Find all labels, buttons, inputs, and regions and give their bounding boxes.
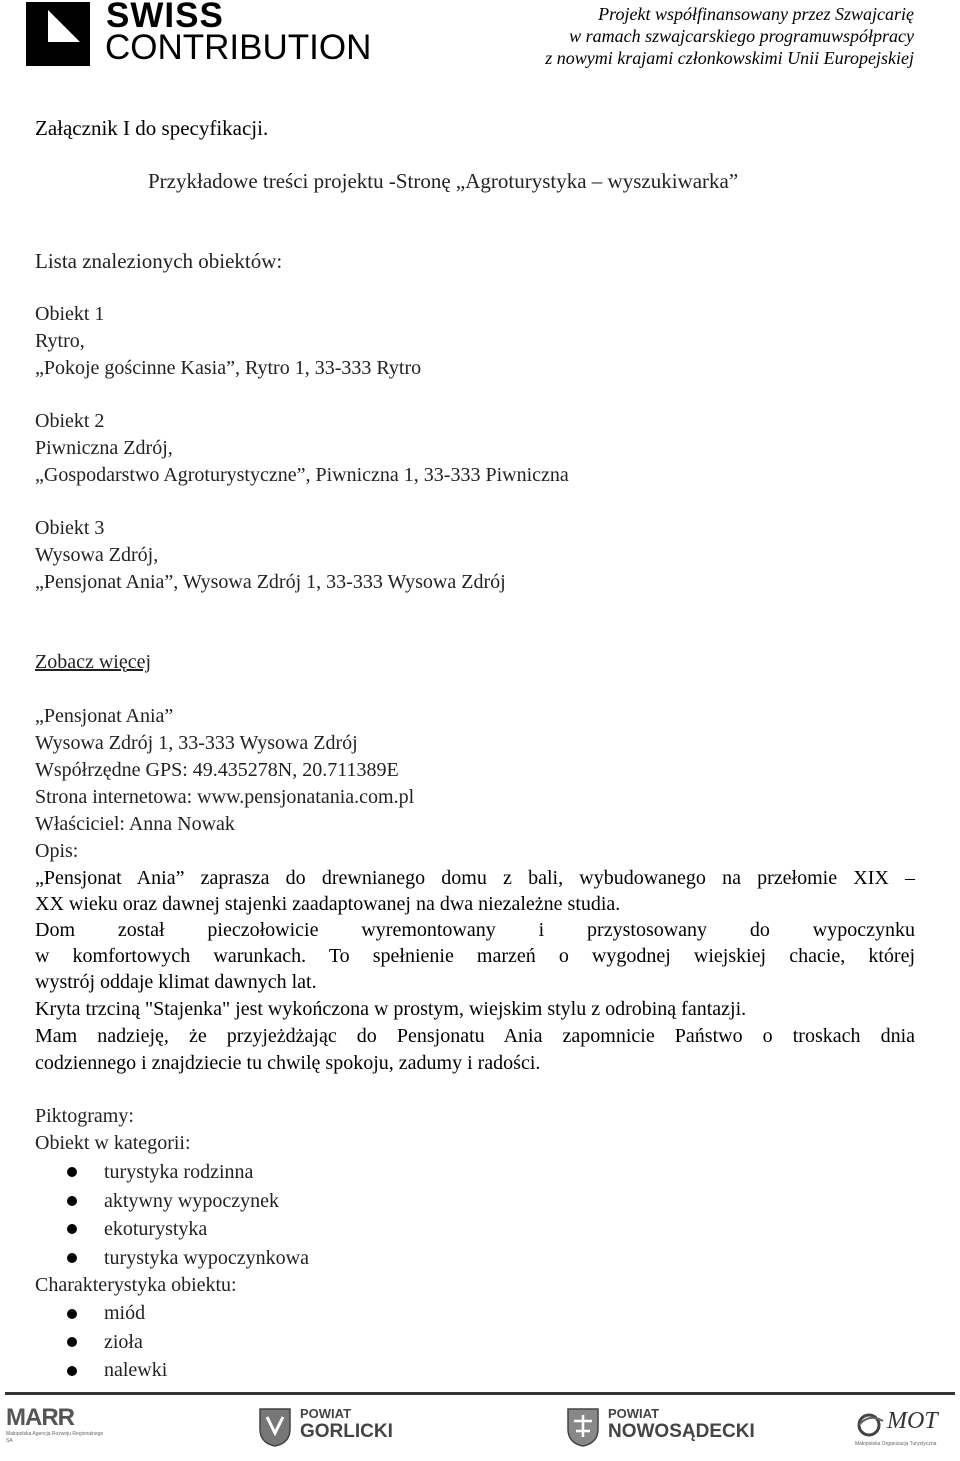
project-line-1: Projekt współfinansowany przez Szwajcarię — [598, 4, 914, 24]
desc-line-5: wystrój oddaje klimat dawnych lat. — [35, 971, 317, 993]
marr-logo-text: MARR — [6, 1404, 74, 1431]
desc-line-6: Kryta trzciną "Stajenka" jest wykończona w prostym, wiejskim stylu z odrobiną fantazji. — [35, 998, 747, 1020]
footer-divider — [5, 1392, 955, 1395]
gorlice-top-text: POWIAT — [300, 1406, 352, 1421]
object-3-place: Wysowa Zdrój, — [35, 544, 159, 566]
feature-item: zioła — [104, 1331, 143, 1353]
object-1-address: „Pokoje gościnne Kasia”, Rytro 1, 33-333 Rytro — [35, 357, 422, 379]
detail-desc-label: Opis: — [35, 840, 79, 862]
desc-block-3 — [35, 1023, 915, 1049]
object-3-address: „Pensjonat Ania”, Wysowa Zdrój 1, 33-333 Wysowa Zdrój — [35, 571, 506, 593]
object-2-place: Piwniczna Zdrój, — [35, 437, 173, 459]
nowosadecki-bottom-text: NOWOSĄDECKI — [608, 1421, 755, 1442]
category-label: Obiekt w kategorii: — [35, 1132, 191, 1154]
mot-logo — [855, 1405, 955, 1455]
detail-website[interactable]: Strona internetowa: www.pensjonatania.com.pl — [35, 786, 415, 808]
mot-mark-icon — [855, 1411, 887, 1437]
logo-word-swiss: SWISS — [106, 0, 224, 35]
logo-word-contribution: CONTRIBUTION — [105, 28, 372, 67]
feature-item: miód — [104, 1302, 146, 1324]
marr-logo — [6, 1405, 116, 1455]
nowosadecki-crest-icon — [566, 1407, 600, 1447]
detail-name: „Pensjonat Ania” — [35, 705, 174, 727]
annex-title: Załącznik I do specyfikacji. — [35, 116, 269, 140]
object-1-title[interactable]: Obiekt 1 — [35, 303, 105, 325]
desc-block-2 — [35, 917, 915, 969]
page-subtitle: Przykładowe treści projektu -Stronę „Agroturystyka – wyszukiwarka” — [148, 169, 739, 193]
powiat-gorlicki-logo — [258, 1405, 393, 1455]
desc-line-8: codziennego i znajdziecie tu chwilę spokoju, zadumy i radości. — [35, 1052, 541, 1074]
features-label: Charakterystyka obiektu: — [35, 1274, 237, 1296]
project-line-2: w ramach szwajcarskiego programuwspółpracy — [569, 26, 914, 46]
category-item: turystyka wypoczynkowa — [104, 1247, 309, 1269]
desc-line-1: „Pensjonat Ania” zaprasza do drewnianego domu z bali, wybudowanego na przełomie XIX – — [35, 867, 915, 889]
pictograms-label: Piktogramy: — [35, 1105, 134, 1127]
powiat-nowosadecki-logo — [566, 1405, 755, 1455]
category-item: turystyka rodzinna — [104, 1161, 254, 1183]
swiss-logo-mark-icon — [26, 2, 90, 66]
category-item: aktywny wypoczynek — [104, 1190, 279, 1212]
desc-line-4: w komfortowych warunkach. To spełnienie marzeń o wygodnej wiejskiej chacie, której — [35, 945, 915, 967]
object-3-title[interactable]: Obiekt 3 — [35, 517, 105, 539]
object-1-place: Rytro, — [35, 330, 85, 352]
object-2-title[interactable]: Obiekt 2 — [35, 410, 105, 432]
bullet-icon — [67, 1253, 77, 1263]
detail-description — [35, 865, 915, 891]
detail-owner: Właściciel: Anna Nowak — [35, 813, 235, 835]
detail-gps: Współrzędne GPS: 49.435278N, 20.711389E — [35, 759, 399, 781]
swiss-contribution-logo — [26, 0, 372, 68]
project-info — [545, 3, 914, 69]
feature-item: nalewki — [104, 1359, 168, 1381]
object-2-address: „Gospodarstwo Agroturystyczne”, Piwniczna 1, 33-333 Piwniczna — [35, 464, 569, 486]
list-heading: Lista znalezionych obiektów: — [35, 249, 283, 273]
bullet-icon — [67, 1337, 77, 1347]
mot-logo-text: MOT — [887, 1408, 938, 1434]
project-line-3: z nowymi krajami członkowskimi Unii Europejskiej — [545, 48, 914, 68]
bullet-icon — [67, 1224, 77, 1234]
bullet-icon — [67, 1167, 77, 1177]
desc-line-3: Dom został pieczołowicie wyremontowany i przystosowany do wypoczynku — [35, 919, 915, 941]
see-more-link[interactable]: Zobacz więcej — [35, 651, 152, 673]
desc-line-7: Mam nadzieję, że przyjeżdżając do Pensjonatu Ania zapomnicie Państwo o troskach dnia — [35, 1025, 915, 1047]
bullet-icon — [67, 1196, 77, 1206]
gorlice-bottom-text: GORLICKI — [300, 1421, 393, 1442]
category-item: ekoturystyka — [104, 1218, 208, 1240]
nowosadecki-top-text: POWIAT — [608, 1406, 660, 1421]
gorlice-crest-icon — [258, 1407, 292, 1447]
marr-logo-sub: Małopolska Agencja Rozwoju Regionalnego SA — [6, 1431, 104, 1444]
bullet-icon — [67, 1309, 77, 1319]
see-more-wrap — [35, 649, 151, 675]
detail-address: Wysowa Zdrój 1, 33-333 Wysowa Zdrój — [35, 732, 358, 754]
mot-logo-sub: Małopolska Organizacja Turystyczna — [855, 1441, 937, 1447]
desc-line-2: XX wieku oraz dawnej stajenki zaadaptowanej na dwa niezależne studia. — [35, 893, 621, 915]
bullet-icon — [67, 1366, 77, 1376]
